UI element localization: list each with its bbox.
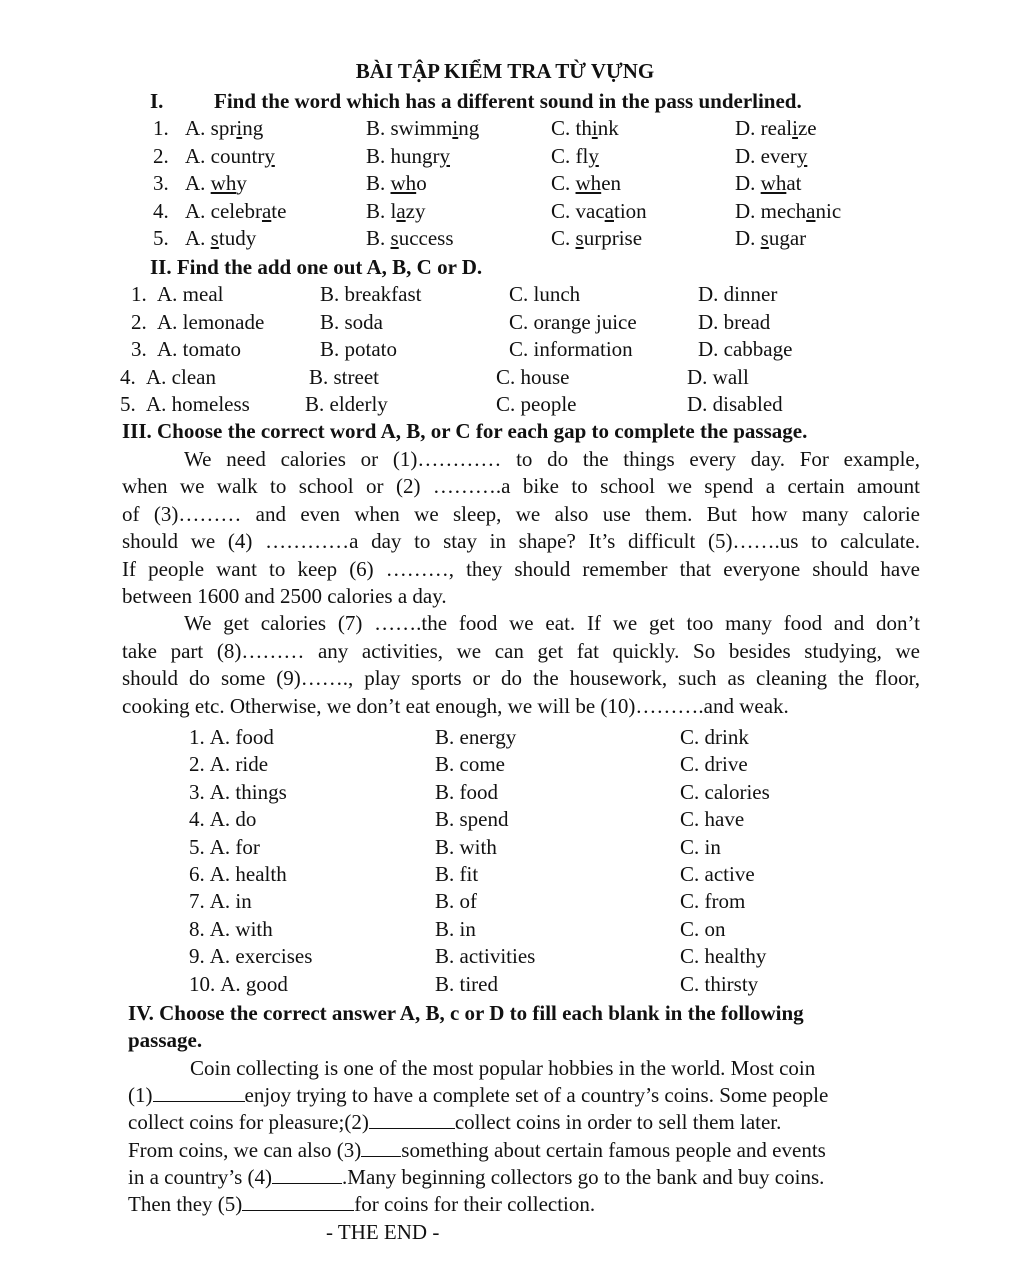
question-number: 3. — [189, 779, 205, 804]
blank-1 — [153, 1083, 245, 1102]
option-c: C. information — [509, 337, 633, 362]
option-b: B. of — [435, 889, 477, 914]
option-b: B. come — [435, 752, 505, 777]
option-a: A. with — [209, 916, 273, 941]
option-b: B. who — [366, 171, 427, 196]
question-number: 5. — [120, 392, 136, 417]
question-number: 3. — [153, 171, 169, 196]
passage-line: We need calories or (1)………… to do the things every day. For example, — [184, 447, 920, 471]
option-c: C. healthy — [680, 944, 767, 969]
passage-line: cooking etc. Otherwise, we don’t eat enough, we will be (10)……….and weak. — [122, 693, 789, 718]
question-number: 5. — [153, 226, 169, 251]
end-marker: - THE END - — [326, 1220, 440, 1244]
option-a: A. spring — [185, 116, 264, 140]
question-row — [0, 943, 1024, 970]
option-c: C. people — [496, 392, 577, 417]
option-d: D. dinner — [698, 282, 778, 306]
section4-heading-continued: passage. — [128, 1028, 203, 1052]
option-b: B. activities — [435, 944, 536, 969]
question-row — [0, 225, 1024, 252]
question-row — [0, 834, 1024, 861]
option-a: A. clean — [146, 364, 216, 389]
question-row — [0, 364, 1024, 391]
blank-2 — [369, 1110, 455, 1129]
option-a: A. for — [209, 834, 260, 859]
passage-line: should we (4) …………a day to stay in shape? It’s difficult (5)…….us to calculate. — [122, 529, 920, 554]
option-c: C. calories — [680, 779, 770, 804]
question-row — [0, 806, 1024, 833]
option-a: A. country — [185, 143, 275, 168]
question-row — [0, 916, 1024, 943]
question-number: 2. — [131, 309, 147, 334]
option-b: B. swimming — [366, 116, 480, 140]
question-number: 1. — [189, 725, 205, 749]
option-c: C. surprise — [551, 226, 643, 251]
passage-line: of (3)……… and even when we sleep, we also use them. But how many calorie — [122, 501, 920, 526]
question-number: 1. — [131, 282, 147, 306]
section4-passage-line: in a country’s (4) .Many beginning collectors go to the bank and buy coins. — [128, 1165, 825, 1189]
option-a: A. study — [185, 226, 257, 251]
question-row — [0, 309, 1024, 336]
option-c: C. house — [496, 364, 570, 389]
option-a: A. ride — [209, 752, 269, 777]
option-b: B. tired — [435, 971, 498, 996]
option-b: B. spend — [435, 807, 509, 832]
question-number: 3. — [131, 337, 147, 362]
question-row — [0, 861, 1024, 888]
option-c: C. when — [551, 171, 622, 196]
passage-line: take part (8)……… any activities, we can get fat quickly. So besides studying, we — [122, 638, 920, 663]
option-c: C. vacation — [551, 198, 647, 223]
page-title: BÀI TẬP KIỂM TRA TỪ VỰNG — [355, 59, 655, 83]
question-row — [0, 971, 1024, 998]
option-c: C. think — [551, 116, 619, 140]
option-d: D. bread — [698, 309, 771, 334]
option-a: A. food — [209, 725, 274, 749]
option-d: D. disabled — [687, 392, 783, 417]
option-b: B. elderly — [305, 392, 388, 417]
option-b: B. soda — [320, 309, 383, 334]
question-row — [0, 779, 1024, 806]
option-a: A. celebrate — [185, 198, 287, 223]
section4-passage-line: collect coins for pleasure;(2) collect coins in order to sell them later. — [128, 1110, 782, 1134]
option-a: A. homeless — [146, 392, 250, 417]
question-number: 4. — [153, 198, 169, 223]
section4-passage-line: From coins, we can also (3) something about certain famous people and events — [128, 1138, 826, 1162]
section3-heading: III. Choose the correct word A, B, or C for each gap to complete the passage. — [122, 419, 808, 443]
option-d: D. sugar — [735, 226, 807, 251]
option-c: C. drink — [680, 725, 749, 749]
question-row — [0, 115, 1024, 142]
option-a: A. good — [220, 971, 288, 996]
question-number: 9. — [189, 944, 205, 969]
question-row — [0, 888, 1024, 915]
blank-3 — [361, 1138, 401, 1157]
option-b: B. fit — [435, 862, 479, 886]
option-b: B. street — [309, 364, 379, 389]
section1-heading: Find the word which has a different sound in the pass underlined. — [214, 89, 802, 113]
option-b: B. lazy — [366, 198, 426, 223]
question-number: 2. — [189, 752, 205, 777]
passage-line: between 1600 and 2500 calories a day. — [122, 584, 447, 609]
option-d: D. mechanic — [735, 198, 842, 223]
option-b: B. breakfast — [320, 282, 422, 306]
question-row — [0, 170, 1024, 197]
question-row — [0, 751, 1024, 778]
option-b: B. hungry — [366, 143, 450, 168]
option-c: C. on — [680, 916, 726, 941]
option-d: D. what — [735, 171, 802, 196]
option-b: B. food — [435, 779, 498, 804]
passage-line: If people want to keep (6) ………, they should remember that everyone should have — [122, 556, 920, 581]
section1-numeral: I. — [150, 89, 164, 113]
option-a: A. meal — [157, 282, 224, 306]
question-row — [0, 336, 1024, 363]
question-row — [0, 198, 1024, 225]
section2-heading: II. Find the add one out A, B, C or D. — [150, 255, 483, 279]
option-a: A. tomato — [157, 337, 241, 362]
blank-4 — [272, 1165, 342, 1184]
question-number: 6. — [189, 862, 205, 886]
option-b: B. energy — [435, 725, 517, 749]
question-number: 4. — [189, 807, 205, 832]
option-c: C. orange juice — [509, 309, 637, 334]
option-d: D. realize — [735, 116, 817, 140]
option-c: C. drive — [680, 752, 748, 777]
option-c: C. fly — [551, 143, 599, 168]
option-c: C. from — [680, 889, 746, 914]
question-number: 8. — [189, 916, 205, 941]
option-a: A. do — [209, 807, 257, 832]
option-d: D. wall — [687, 364, 749, 389]
option-c: C. thirsty — [680, 971, 759, 996]
question-row — [0, 143, 1024, 170]
option-d: D. cabbage — [698, 337, 793, 362]
question-row — [0, 281, 1024, 308]
option-c: C. have — [680, 807, 745, 832]
section3-passage — [122, 446, 920, 720]
blank-5 — [242, 1192, 354, 1211]
question-number: 2. — [153, 143, 169, 168]
question-number: 5. — [189, 834, 205, 859]
option-a: A. things — [209, 779, 287, 804]
question-row — [0, 391, 1024, 418]
question-number: 10. — [189, 971, 216, 996]
option-a: A. lemonade — [157, 309, 265, 334]
option-b: B. in — [435, 916, 476, 941]
option-c: C. active — [680, 862, 755, 886]
section4-heading: IV. Choose the correct answer A, B, c or D to fill each blank in the following — [128, 1001, 804, 1025]
option-b: B. success — [366, 226, 454, 251]
option-c: C. in — [680, 834, 721, 859]
section4-passage-line: (1) enjoy trying to have a complete set of a country’s coins. Some people — [128, 1083, 829, 1107]
passage-line: when we walk to school or (2) ……….a bike to school we spend a certain amount — [122, 474, 920, 499]
option-a: A. in — [209, 889, 252, 914]
option-a: A. why — [185, 171, 247, 196]
question-number: 4. — [120, 364, 136, 389]
passage-line: should do some (9)……., play sports or do the housework, such as cleaning the floor, — [122, 666, 920, 691]
option-a: A. health — [209, 862, 287, 886]
section4-passage-line: Then they (5) for coins for their collection. — [128, 1192, 596, 1216]
section4-passage-line: Coin collecting is one of the most popular hobbies in the world. Most coin — [190, 1056, 816, 1080]
option-c: C. lunch — [509, 282, 581, 306]
option-a: A. exercises — [209, 944, 313, 969]
passage-line: We get calories (7) …….the food we eat. If we get too many food and don’t — [184, 611, 920, 636]
question-number: 1. — [153, 116, 169, 140]
question-row — [0, 724, 1024, 751]
option-b: B. potato — [320, 337, 397, 362]
option-d: D. every — [735, 143, 808, 168]
option-b: B. with — [435, 834, 497, 859]
question-number: 7. — [189, 889, 205, 914]
